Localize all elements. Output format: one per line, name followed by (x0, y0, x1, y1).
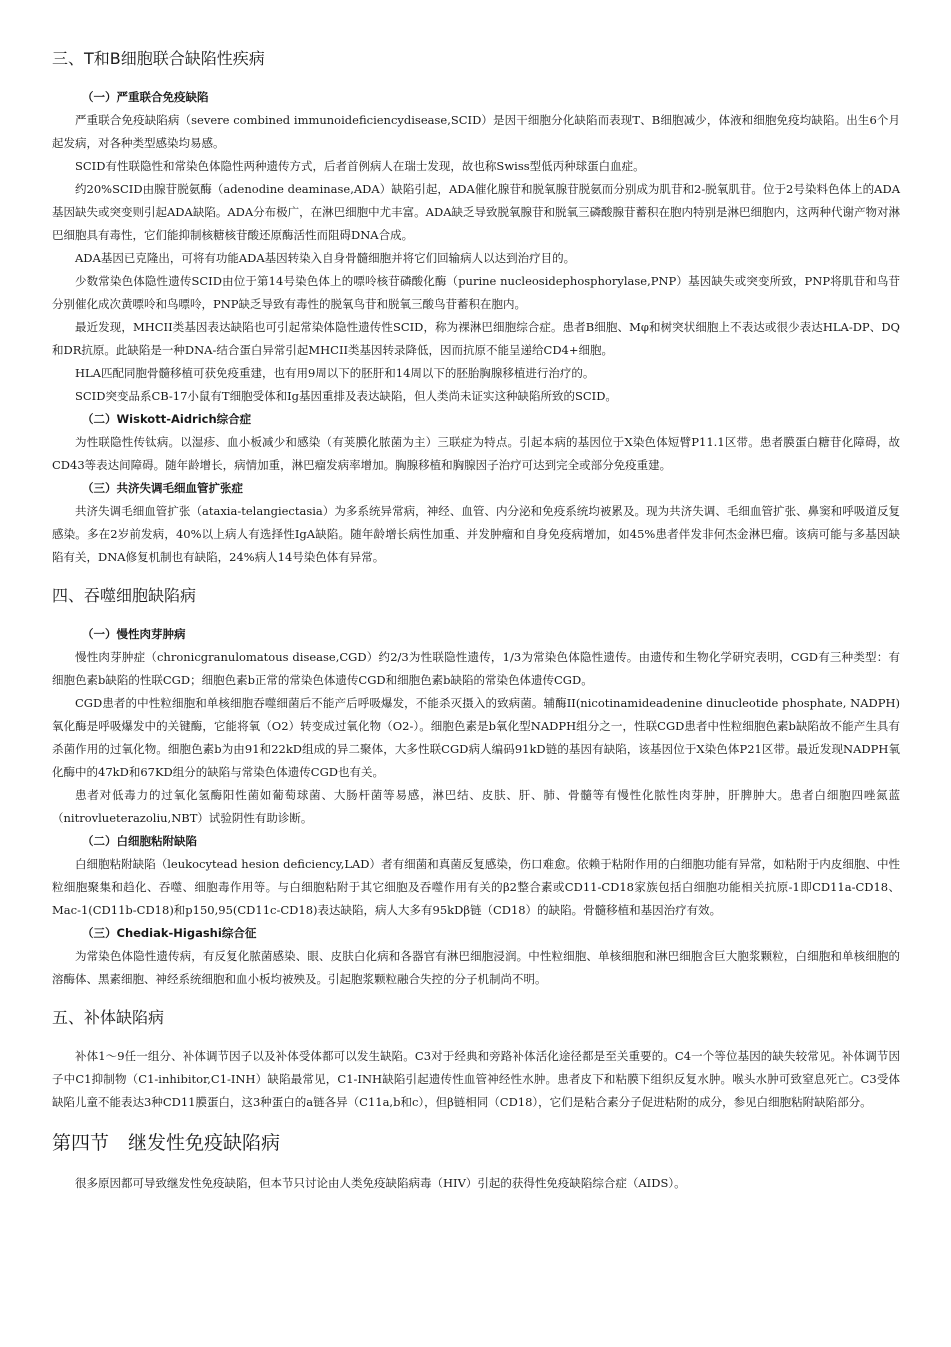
paragraph: 患者对低毒力的过氧化氢酶阳性菌如葡萄球菌、大肠杆菌等易感，淋巴结、皮肤、肝、肺、骨髓等有慢性化脓性肉芽肿，肝脾肿大。患者白细胞四唑氮蓝（nitrovlueterazoliu,NBT）试验阴性有助诊断。 (52, 788, 900, 825)
paragraph: 严重联合免疫缺陷病（severe combined immunoideficiencydisease,SCID）是因干细胞分化缺陷而表现T、B细胞减少，体液和细胞免疫均缺陷。出生6个月起发病，对各种类型感染均易感。 (52, 113, 900, 150)
paragraph: SCID有性联隐性和常染色体隐性两种遗传方式，后者首例病人在瑞士发现，故也称Swiss型低丙种球蛋白血症。 (75, 159, 645, 173)
section-t-b-combined-deficiency (52, 46, 900, 569)
paragraph: 补体1～9任一组分、补体调节因子以及补体受体都可以发生缺陷。C3对于经典和旁路补体活化途径都是至关重要的。C4一个等位基因的缺失较常见。补体调节因子中C1抑制物（C1-inhibitor,C1-INH）缺陷最常见，C1-INH缺陷引起遗传性血管神经性水肿。患者皮下和粘膜下组织反复水肿。喉头水肿可致窒息死亡。C3受体缺陷儿童不能表达3种CD11膜蛋白，这3种蛋白的a链各异（C11a,b和c），但β链相同（CD18），它们是粘合素分子促进粘附的成分，参见白细胞粘附缺陷部分。 (52, 1049, 900, 1109)
section-heading: 五、补体缺陷病 (52, 1008, 165, 1027)
paragraph: HLA匹配同胞骨髓移植可获免疫重建，也有用9周以下的胚肝和14周以下的胚胎胸腺移植进行治疗的。 (75, 366, 595, 380)
subsection-heading: （一）慢性肉芽肿病 (82, 627, 186, 641)
subsection-heading: （三）共济失调毛细血管扩张症 (82, 481, 243, 495)
section-complement-deficiency (52, 1005, 900, 1114)
paragraph: 很多原因都可导致继发性免疫缺陷，但本节只讨论由人类免疫缺陷病毒（HIV）引起的获得性免疫缺陷综合症（AIDS）。 (75, 1176, 686, 1190)
subsection-heading: （二）白细胞粘附缺陷 (82, 834, 197, 848)
section-heading: 三、T和B细胞联合缺陷性疾病 (52, 49, 265, 68)
paragraph: 少数常染色体隐性遗传SCID由位于第14号染色体上的嘌呤核苷磷酸化酶（purine nucleosidephosphorylase,PNP）基因缺失或突变所致，PNP将肌苷和鸟苷分别催化成次黄嘌呤和鸟嘌呤，PNP缺乏导致有毒性的脱氧鸟苷和脱氧三酸鸟苷蓄积在胞内。 (52, 274, 900, 311)
subsection-heading: （二）Wiskott-Aidrich综合症 (82, 412, 252, 426)
paragraph: 约20%SCID由腺苷脱氨酶（adenodine deaminase,ADA）缺陷引起，ADA催化腺苷和脱氧腺苷脱氨而分别成为肌苷和2-脱氧肌苷。位于2号染料色体上的ADA基因缺失或突变则引起ADA缺陷。ADA分布极广，在淋巴细胞中尤丰富。ADA缺乏导致脱氧腺苷和脱氧三磷酸腺苷蓄积在胞内特别是淋巴细胞内，这两种代谢产物对淋巴细胞具有毒性，它们能抑制核糖核苷酸还原酶活性而阻碍DNA合成。 (52, 182, 900, 242)
section-phagocyte-deficiency (52, 583, 900, 991)
paragraph: 为常染色体隐性遗传病，有反复化脓菌感染、眼、皮肤白化病和各器官有淋巴细胞浸润。中性粒细胞、单核细胞和淋巴细胞含巨大胞浆颗粒，白细胞和单核细胞的溶酶体、黑素细胞、神经系统细胞和血小板均被殃及。引起胞浆颗粒融合失控的分子机制尚不明。 (52, 949, 900, 986)
section-heading: 四、吞噬细胞缺陷病 (52, 586, 197, 605)
subsection-heading: （一）严重联合免疫缺陷 (82, 90, 209, 104)
chapter-heading: 第四节 继发性免疫缺陷病 (52, 1132, 281, 1154)
paragraph: CGD患者的中性粒细胞和单核细胞吞噬细菌后不能产后呼吸爆发，不能杀灭摄入的致病菌。辅酶II(nicotinamideadenine dinucleotide phosphate, NADPH)氧化酶是呼吸爆发中的关键酶，它能将氧（O2）转变成过氧化物（O2-）。细胞色素是b氧化型NADPH组分之一，性联CGD患者中性粒细胞色素b缺陷故不能产生具有杀菌作用的过氧化物。细胞色素b为由91和22kD组成的异二聚体，大多性联CGD病人编码91kD链的基因有缺陷，该基因位于X染色体P21区带。最近发现NADPH氧化酶中的47kD和67KD组分的缺陷与常染色体遗传CGD也有关。 (52, 696, 900, 779)
chapter-secondary-immunodeficiency (52, 1128, 900, 1195)
paragraph: 慢性肉芽肿症（chronicgranulomatous disease,CGD）约2/3为性联隐性遗传，1/3为常染色体隐性遗传。由遗传和生物化学研究表明，CGD有三种类型：有细胞色素b缺陷的性联CGD；细胞色素b正常的常染色体遗传CGD和细胞色素b缺陷的常染色体遗传CGD。 (52, 650, 900, 687)
document-page (52, 46, 900, 1195)
paragraph: 共济失调毛细血管扩张（ataxia-telangiectasia）为多系统异常病，神经、血管、内分泌和免疫系统均被累及。现为共济失调、毛细血管扩张、鼻窦和呼吸道反复感染。多在2岁前发病，40%以上病人有选择性IgA缺陷。随年龄增长病性加重、并发肿瘤和自身免疫病增加，如45%患者伴发非何杰金淋巴瘤。该病可能与多基因缺陷有关，DNA修复机制也有缺陷，24%病人14号染色体有异常。 (52, 504, 900, 564)
paragraph: 为性联隐性传钛病。以湿疹、血小板减少和感染（有荚膜化脓菌为主）三联症为特点。引起本病的基因位于X染色体短臂P11.1区带。患者膜蛋白糖苷化障碍，故CD43等表达间障碍。随年龄增长，病情加重，淋巴瘤发病率增加。胸腺移植和胸腺因子治疗可达到完全或部分免疫重建。 (52, 435, 900, 472)
subsection-heading: （三）Chediak-Higashi综合征 (82, 926, 257, 940)
paragraph: SCID突变品系CB-17小鼠有T细胞受体和Ig基因重排及表达缺陷，但人类尚未证实这种缺陷所致的SCID。 (75, 389, 617, 403)
paragraph: ADA基因已克隆出，可将有功能ADA基因转染入自身骨髓细胞并将它们回输病人以达到治疗目的。 (75, 251, 576, 265)
paragraph: 白细胞粘附缺陷（leukocytead hesion deficiency,LAD）者有细菌和真菌反复感染，伤口难愈。依赖于粘附作用的白细胞功能有异常，如粘附于内皮细胞、中性粒细胞聚集和趋化、吞噬、细胞毒作用等。与白细胞粘附于其它细胞及吞噬作用有关的β2整合素或CD11-CD18家族包括白细胞功能相关抗原-1即CD11a-CD18、Mac-1(CD11b-CD18)和p150,95(CD11c-CD18)表达缺陷，病人大多有95kDβ链（CD18）的缺陷。骨髓移植和基因治疗有效。 (52, 857, 900, 917)
paragraph: 最近发现，MHCII类基因表达缺陷也可引起常染体隐性遗传性SCID，称为裸淋巴细胞综合症。患者B细胞、Mφ和树突状细胞上不表达或很少表达HLA-DP、DQ和DR抗原。此缺陷是一种DNA-结合蛋白异常引起MHCII类基因转录降低，因而抗原不能呈递给CD4+细胞。 (52, 320, 900, 357)
